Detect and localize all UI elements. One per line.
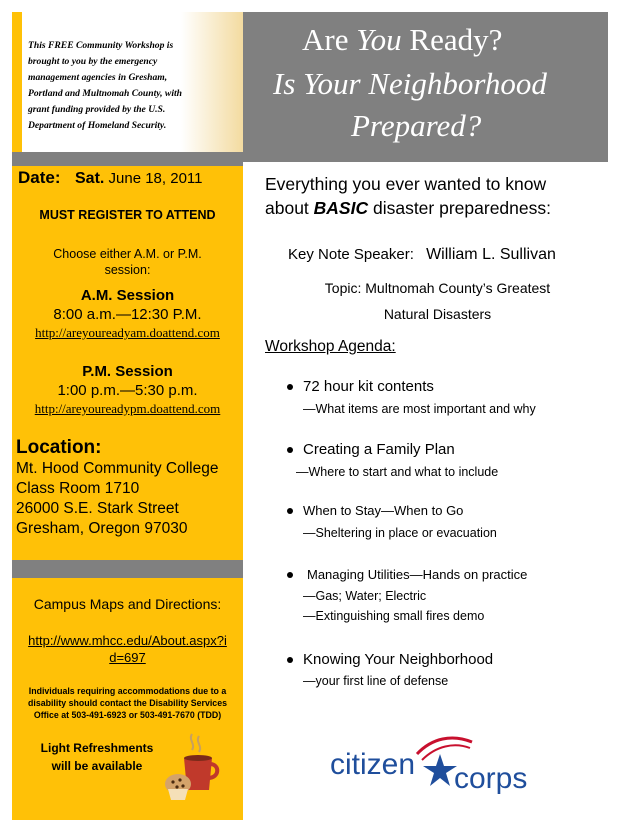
refreshments-line: Light Refreshments (40, 741, 154, 755)
title-emphasis: You (356, 22, 402, 57)
coffee-muffin-icon (162, 732, 222, 802)
must-register-notice: MUST REGISTER TO ATTEND (39, 208, 216, 222)
location-line: Gresham, Oregon 97030 (16, 520, 188, 537)
intro-line: brought to you by the emergency (28, 56, 158, 67)
date-value (75, 170, 203, 188)
star-icon (423, 754, 457, 786)
lead-emphasis: BASIC (313, 198, 369, 218)
pm-session-link[interactable]: http://areyoureadypm.doattend.com (34, 401, 221, 416)
choose-line: session: (104, 263, 151, 277)
pm-session-time: 1:00 p.m.—5:30 p.m. (57, 382, 198, 399)
am-session-time: 8:00 a.m.—12:30 P.M. (53, 306, 202, 323)
topic-line: Topic: Multnomah County’s Greatest (324, 280, 551, 296)
agenda-item-detail: —your first line of defense (303, 674, 449, 688)
logo-word-corps: corps (454, 762, 528, 795)
topic-line: Natural Disasters (383, 306, 492, 322)
location-line: Mt. Hood Community College (16, 460, 219, 477)
gray-separator (12, 152, 243, 166)
lead-line (265, 196, 605, 220)
bullet (287, 657, 293, 663)
date-label: Date: (18, 168, 61, 187)
gray-separator (12, 560, 243, 578)
agenda-item-title: When to Stay—When to Go (303, 503, 464, 518)
agenda-item-title: 72 hour kit contents (303, 378, 434, 395)
keynote-topic (280, 275, 595, 327)
intro-line: Department of Homeland Security. (28, 120, 167, 131)
am-session-link[interactable]: http://areyoureadyam.doattend.com (35, 325, 220, 340)
agenda-item-detail: —Gas; Water; Electric (303, 589, 427, 603)
accommodations-line: Individuals requiring accommodations due to a (28, 686, 227, 696)
choose-session-text (12, 246, 243, 278)
intro-line: Portland and Multnomah County, with (28, 88, 182, 99)
bullet (287, 508, 293, 514)
accommodations-notice (12, 685, 243, 721)
title-line-2: Is Your Neighborhood (273, 66, 547, 101)
title-line-1 (302, 22, 502, 58)
intro-line: grant funding provided by the U.S. (28, 104, 166, 115)
keynote-name: William L. Sullivan (426, 246, 556, 263)
location-line: 26000 S.E. Stark Street (16, 500, 179, 517)
agenda-heading: Workshop Agenda: (265, 338, 396, 355)
campus-link-line[interactable]: d=697 (109, 650, 146, 665)
logo-word-citizen: citizen (330, 748, 416, 781)
bullet (287, 572, 293, 578)
choose-line: Choose either A.M. or P.M. (53, 247, 202, 261)
campus-maps-label: Campus Maps and Directions: (33, 596, 222, 612)
agenda-item-title: Creating a Family Plan (303, 441, 455, 458)
accommodations-line: Office at 503-491-6923 or 503-491-7670 (TDD) (33, 710, 222, 720)
agenda-item-detail: —Sheltering in place or evacuation (303, 526, 497, 540)
agenda-item-detail: —Extinguishing small fires demo (303, 609, 485, 623)
keynote-label: Key Note Speaker: (288, 246, 414, 263)
title-line-3: Prepared? (351, 108, 482, 143)
campus-maps-link[interactable] (12, 632, 243, 666)
lead-text-part: disaster preparedness: (368, 198, 551, 218)
citizen-corps-logo (322, 732, 542, 802)
lead-text-part: about (265, 198, 314, 218)
title-text: Ready? (401, 22, 503, 57)
accommodations-line: disability should contact the Disability Services (28, 698, 227, 708)
agenda-item-detail: —What items are most important and why (303, 402, 536, 416)
lead-text (265, 172, 605, 220)
agenda-item-detail: —Where to start and what to include (296, 465, 499, 479)
date-day: Sat. (75, 170, 105, 187)
campus-link-line[interactable]: http://www.mhcc.edu/About.aspx?i (28, 633, 227, 648)
swoosh-icon (422, 745, 470, 760)
intro-line: This FREE Community Workshop is (28, 40, 174, 51)
agenda-item-title: Knowing Your Neighborhood (303, 651, 494, 668)
am-session-title: A.M. Session (80, 287, 175, 304)
location-label: Location: (16, 437, 102, 458)
title-text: Are (302, 22, 357, 57)
bullet (287, 447, 293, 453)
refreshments-notice (22, 739, 172, 775)
lead-line: Everything you ever wanted to know (265, 174, 547, 194)
keynote-speaker (288, 246, 556, 264)
agenda-item-title: Managing Utilities—Hands on practice (307, 567, 528, 582)
intro-line: management agencies in Gresham, (28, 72, 168, 83)
location-line: Class Room 1710 (16, 480, 140, 497)
refreshments-line: will be available (51, 759, 143, 773)
date-text: June 18, 2011 (108, 170, 203, 187)
intro-text (28, 38, 218, 134)
pm-session-title: P.M. Session (82, 363, 173, 380)
bullet (287, 384, 293, 390)
